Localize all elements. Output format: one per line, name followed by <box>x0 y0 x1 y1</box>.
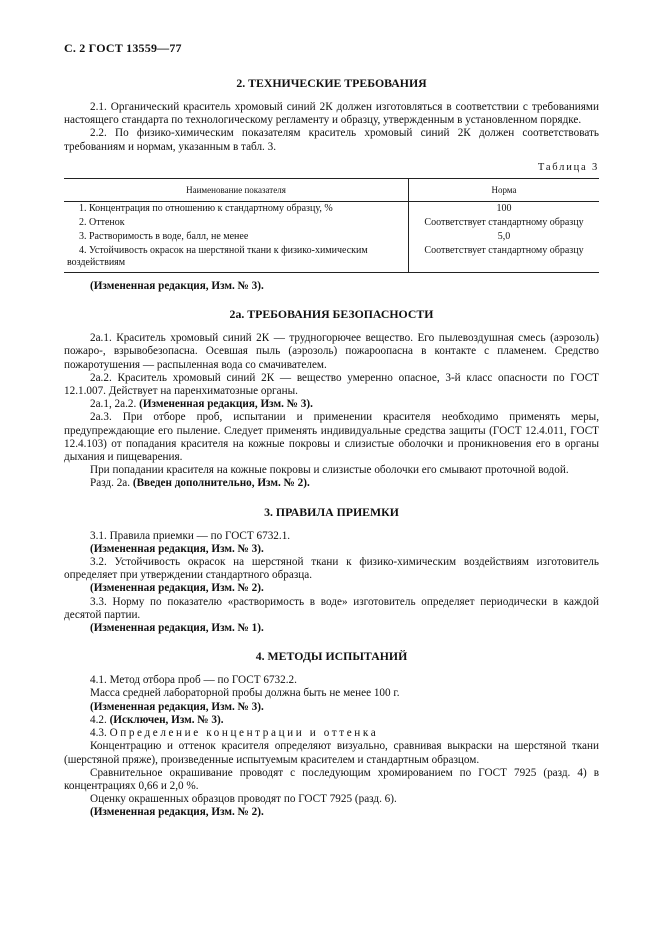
section-3-title: 3. ПРАВИЛА ПРИЕМКИ <box>264 504 399 519</box>
page-header: С. 2 ГОСТ 13559—77 <box>64 41 182 55</box>
amendment-note: (Исключен, Изм. № 3). <box>109 713 224 726</box>
paragraph-2a-1: 2а.1. Краситель хромовый синий 2К — трудногорючее вещество. Его пылевоздушная смесь (аэрозоль) пожаро-, взрывобезопасна. Осевшая пыль (аэрозоль) пожароопасна в контакте с пламенем. Средство пожаротушения — распыленная вода со смачивателем. <box>64 332 599 371</box>
amendment-note: (Измененная редакция, Изм. № 3). <box>139 398 313 411</box>
paragraph-ref: Разд. 2а. <box>90 477 131 490</box>
paragraph-4-3-dyeing: Сравнительное окрашивание проводят с последующим хромированием по ГОСТ 7925 (разд. 4) в концентрациях 0,66 и 2,0 %. <box>64 766 599 792</box>
paragraph-4-1-mass: Масса средней лабораторной пробы должна быть не менее 100 г. <box>90 687 400 700</box>
paragraph-3-1: 3.1. Правила приемки — по ГОСТ 6732.1. <box>90 529 291 542</box>
table-cell-name: 4. Устойчивость окрасок на шерстяной ткани к физико-химическим воздействиям <box>64 244 409 273</box>
table-caption: Таблица 3 <box>537 161 599 173</box>
section-4-title: 4. МЕТОДЫ ИСПЫТАНИЙ <box>255 649 408 664</box>
paragraph-2a-2: 2а.2. Краситель хромовый синий 2К — вещество умеренно опасное, 3-й класс опасности по ГОСТ 12.1.007. Действует на паренхиматозные органы. <box>64 371 599 398</box>
amendment-note: (Измененная редакция, Изм. № 2). <box>90 806 264 819</box>
table-header-name: Наименование показателя <box>64 179 409 202</box>
paragraph-2a-amend <box>64 398 599 411</box>
paragraph-ref: 2а.1, 2а.2. <box>90 398 137 411</box>
table-cell-norm: 100 <box>409 202 600 217</box>
amendment-note: (Измененная редакция, Изм. № 2). <box>90 582 264 595</box>
table-row <box>64 230 599 244</box>
table-cell-norm: 5,0 <box>409 230 600 244</box>
section-2a-note <box>64 477 599 490</box>
paragraph-4-3-body: Концентрацию и оттенок красителя определяют визуально, сравнивая выкраски на шерстяной ткани (шерстяной пряже), произведенные испытуемым красителем и стандартным образцом. <box>64 740 599 766</box>
section-2a-title: 2а. ТРЕБОВАНИЯ БЕЗОПАСНОСТИ <box>229 307 434 322</box>
table-row <box>64 244 599 273</box>
table-row <box>64 216 599 230</box>
paragraph-ref: 4.3. <box>90 727 107 740</box>
requirements-table <box>64 178 599 273</box>
table-header-norm: Норма <box>409 179 600 202</box>
paragraph-4-2 <box>64 714 599 727</box>
table-cell-name: 3. Растворимость в воде, балл, не менее <box>79 231 249 243</box>
amendment-note: (Измененная редакция, Изм. № 3). <box>90 700 264 713</box>
paragraph-ref: 4.2. <box>90 713 107 726</box>
table-cell-name: 2. Оттенок <box>79 217 125 229</box>
paragraph-2-2: 2.2. По физико-химическим показателям краситель хромовый синий 2К должен соответствовать требованиям и нормам, указанным в табл. 3. <box>64 127 599 153</box>
table-cell-norm: Соответствует стандартному образцу <box>409 216 600 230</box>
amendment-note: (Измененная редакция, Изм. № 3). <box>90 542 264 555</box>
table-cell-name: 1. Концентрация по отношению к стандартному образцу, % <box>79 203 333 215</box>
paragraph-2a-3: 2а.3. При отборе проб, испытании и применении красителя необходимо применять меры, предупреждающие его пыление. Следует применять индивидуальные средства защиты (ГОСТ 12.4.011, ГОСТ 12.4.103) от попадания красителя на кожные покровы и слизистые оболочки и проникновения его в органы дыхания и пищеварения. <box>64 411 599 464</box>
paragraph-3-3: 3.3. Норму по показателю «растворимость в воде» изготовитель определяет периодически в каждой десятой партии. <box>64 595 599 621</box>
section-2-title: 2. ТЕХНИЧЕСКИЕ ТРЕБОВАНИЯ <box>236 76 427 90</box>
paragraph-4-1: 4.1. Метод отбора проб — по ГОСТ 6732.2. <box>90 674 297 687</box>
subsection-title: Определение концентрации и оттенка <box>109 727 379 740</box>
table-header-row <box>64 179 599 202</box>
paragraph-4-3-evaluation: Оценку окрашенных образцов проводят по ГОСТ 7925 (разд. 6). <box>90 793 397 806</box>
paragraph-2-1: 2.1. Органический краситель хромовый синий 2К должен изготовляться в соответствии с требованиями настоящего стандарта по технологическому регламенту и образцу, утвержденным в установленном порядке. <box>64 101 599 127</box>
paragraph-2a-3-cont: При попадании красителя на кожные покровы и слизистые оболочки его смывают проточной водой. <box>90 464 569 477</box>
amendment-note: (Измененная редакция, Изм. № 1). <box>90 622 264 635</box>
amendment-note: (Измененная редакция, Изм. № 3). <box>90 280 264 293</box>
amendment-note: (Введен дополнительно, Изм. № 2). <box>132 477 310 490</box>
document-body <box>64 76 599 820</box>
table-cell-norm: Соответствует стандартному образцу <box>409 244 600 273</box>
table-row <box>64 202 599 217</box>
paragraph-3-2: 3.2. Устойчивость окрасок на шерстяной ткани к физико-химическим воздействиям изготовитель определяет при утверждении стандартного образца. <box>64 556 599 582</box>
paragraph-4-3 <box>64 727 599 740</box>
